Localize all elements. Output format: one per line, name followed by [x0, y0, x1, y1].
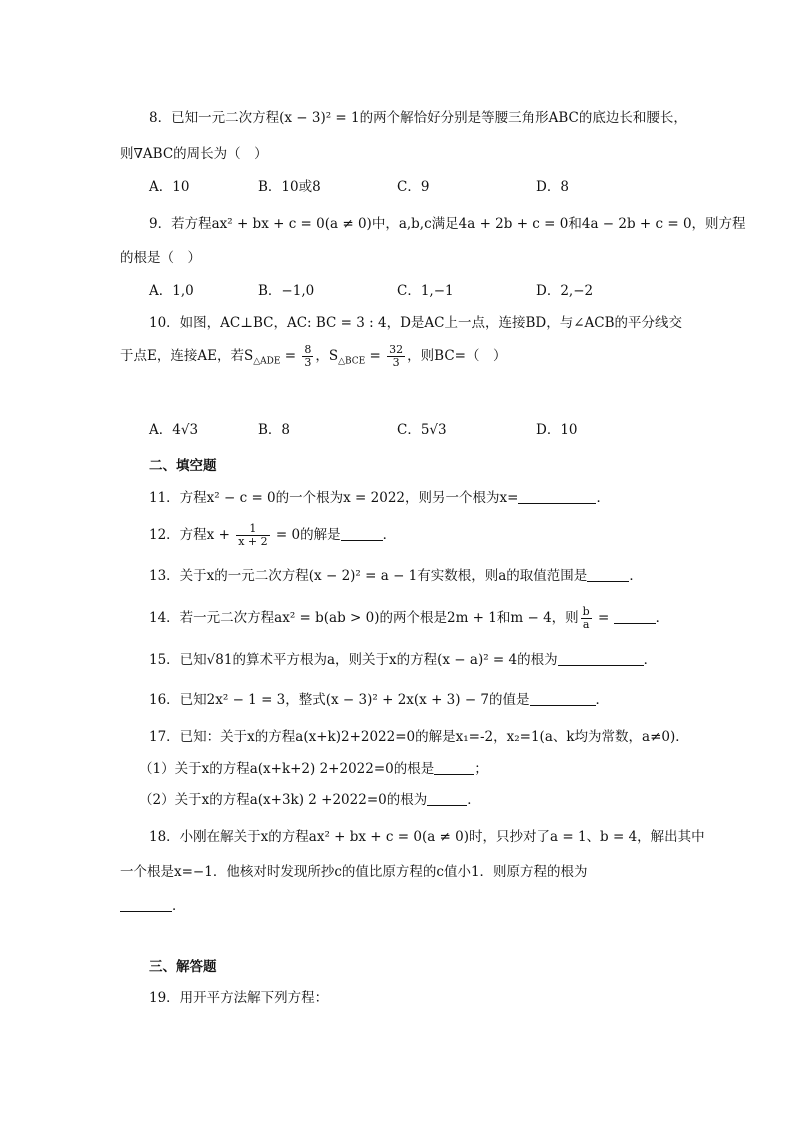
q17-sub2-end: ．	[467, 792, 481, 808]
q10-sub-ade: △ADE	[253, 356, 281, 367]
q16	[0, 690, 794, 710]
q14	[0, 606, 794, 631]
q17-sub2-text: （2）关于x的方程a(x+3k) 2 +2022=0的根为	[139, 792, 428, 808]
q17-sub1-answer-blank[interactable]	[434, 760, 474, 775]
q11	[0, 488, 794, 508]
q14-end: ．	[655, 610, 670, 626]
q12-fraction	[236, 523, 269, 548]
q10-option-d: D．10	[536, 422, 578, 438]
q18-line1: 18．小刚在解关于x的方程ax² + bx + c = 0(a ≠ 0)时，只抄对了a = 1、b = 4，解出其中	[149, 829, 705, 845]
q8-option-c: C．9	[397, 179, 430, 195]
q10-sep: ，S	[315, 348, 339, 364]
q10-option-b: B．8	[258, 422, 291, 438]
q17-sub1-end: ；	[474, 761, 488, 777]
q16-text: 16．已知2x² − 1 = 3，整式(x − 3)² + 2x(x + 3) − 7的值是	[149, 692, 530, 708]
q17-sub2	[0, 790, 794, 810]
q17-sub1	[0, 759, 794, 779]
q8-line2: 则∇ABC的周长为（ ）	[120, 146, 268, 162]
section-title-fill-in: 二、填空题	[149, 458, 217, 474]
q10-eq1: =	[280, 348, 301, 364]
q14-post: =	[593, 610, 614, 626]
q10-f2-num: 32	[389, 343, 404, 356]
q10-f1-den: 3	[304, 356, 312, 369]
q16-answer-blank[interactable]	[530, 691, 596, 706]
q10-fraction-1	[302, 344, 313, 369]
q15-text: 15．已知√81的算术平方根为a，则关于x的方程(x − a)² = 4的根为	[149, 652, 558, 668]
q10-option-c: C．5√3	[397, 422, 447, 438]
q12-num: 1	[236, 523, 269, 536]
q12-pre: 12．方程x +	[149, 527, 235, 543]
q18-line3	[0, 896, 794, 916]
q8-line1: 8．已知一元二次方程(x − 3)² = 1的两个解恰好分别是等腰三角形ABC的底边长和腰长，	[149, 110, 687, 126]
q12	[0, 523, 794, 548]
q8-option-d: D．8	[536, 179, 569, 195]
q11-end: ．	[596, 490, 610, 506]
q11-text: 11．方程x² − c = 0的一个根为x = 2022，则另一个根为x=	[149, 490, 519, 506]
q9-line2: 的根是（ ）	[120, 250, 201, 266]
q17-sub1-text: （1）关于x的方程a(x+k+2) 2+2022=0的根是	[139, 761, 435, 777]
q14-fraction	[581, 606, 592, 631]
q10-f1-num: 8	[304, 343, 312, 356]
q9-line1: 9．若方程ax² + bx + c = 0(a ≠ 0)中，a,b,c满足4a + 2b + c = 0和4a − 2b + c = 0，则方程	[149, 216, 746, 232]
q12-end: ．	[382, 527, 397, 543]
q15	[0, 650, 794, 670]
q9-option-b: B．−1,0	[258, 283, 315, 299]
q13-end: ．	[629, 568, 643, 584]
q10-option-a: A．4√3	[149, 422, 199, 438]
q10-fraction-2	[387, 344, 405, 369]
q13	[0, 566, 794, 586]
q12-den: x + 2	[238, 535, 268, 548]
q8-option-a: A．10	[149, 179, 190, 195]
q12-answer-blank[interactable]	[341, 526, 383, 541]
section-title-solutions: 三、解答题	[149, 959, 217, 975]
q18-line2: 一个根是x=−1．他核对时发现所抄c的值比原方程的c值小1．则原方程的根为	[120, 864, 588, 880]
q10-line1: 10．如图，AC⊥BC，AC: BC = 3 : 4，D是AC上一点，连接BD，与∠ACB的平分线交	[149, 315, 683, 331]
q14-den: a	[582, 618, 590, 631]
q9-option-a: A．1,0	[149, 283, 194, 299]
q17-sub2-answer-blank[interactable]	[427, 791, 467, 806]
q8-option-b: B．10或8	[258, 179, 321, 195]
q9-option-c: C．1,−1	[397, 283, 454, 299]
q13-text: 13．关于x的一元二次方程(x − 2)² = a − 1有实数根，则a的取值范围是	[149, 568, 588, 584]
q14-answer-blank[interactable]	[614, 609, 656, 624]
q14-num: b	[582, 605, 590, 618]
q10-text-b: ，则BC=（ ）	[407, 348, 507, 364]
q18-answer-blank[interactable]	[120, 897, 172, 912]
q10-eq2: =	[365, 348, 386, 364]
q10-f2-den: 3	[392, 356, 400, 369]
q13-answer-blank[interactable]	[587, 567, 629, 582]
q15-end: ．	[643, 652, 658, 668]
q9-option-d: D．2,−2	[536, 283, 594, 299]
q16-end: ．	[595, 692, 610, 708]
q10-text-a: 于点E，连接AE，若S	[120, 348, 254, 364]
q11-answer-blank[interactable]	[518, 489, 596, 504]
q12-post: = 0的解是	[271, 527, 341, 543]
q10-line2	[0, 344, 794, 372]
q10-sub-bce: △BCE	[338, 356, 366, 367]
q18-end: ．	[172, 898, 186, 914]
q14-pre: 14．若一元二次方程ax² = b(ab > 0)的两个根是2m + 1和m − 4，则	[149, 610, 579, 626]
q15-answer-blank[interactable]	[558, 651, 644, 666]
q17-line1: 17．已知：关于x的方程a(x+k)2+2022=0的解是x₁=-2，x₂=1(a、k均为常数，a≠0)．	[149, 729, 689, 745]
q19: 19．用开平方法解下列方程：	[149, 990, 329, 1006]
